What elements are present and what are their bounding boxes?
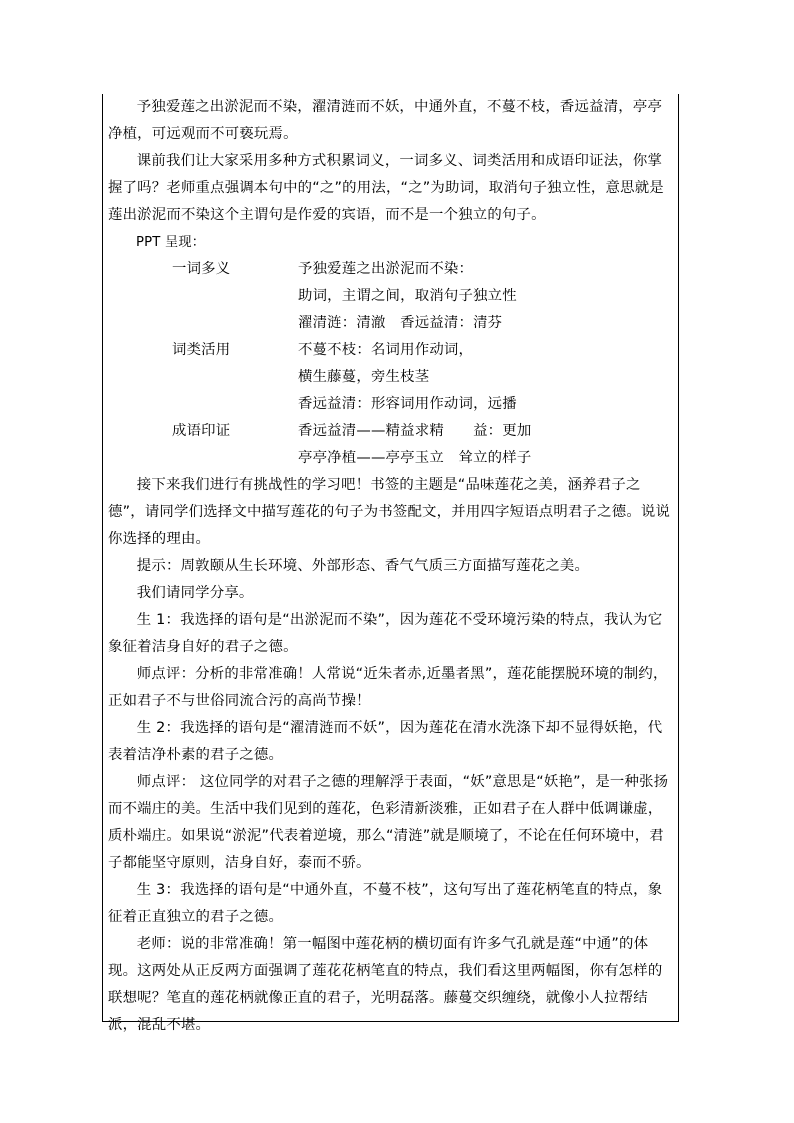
ppt-row [108,391,674,418]
ppt-row-label [108,364,298,391]
ppt-row-label [108,445,298,472]
paragraph-teacher-summary: 老师：说的非常准确！第一幅图中莲花柄的横切面有许多气孔就是莲“中通”的体现。这两处从正反两方面强调了莲花花柄笔直的特点，我们看这里两幅图，你有怎样的联想呢？笔直的莲花柄就像正直的君子，光明磊落。藤蔓交织缠绕，就像小人拉帮结派，混乱不堪。 [108,936,663,1033]
ppt-row-label: 词类活用 [172,342,231,358]
paragraph-teacher-comment-1: 师点评：分析的非常准确！人常说“近朱者赤,近墨者黑”，莲花能摆脱环境的制约，正如君子不与世俗同流合污的高尚节操！ [108,666,668,709]
ppt-row [108,256,674,283]
paragraph-vocab-intro: 课前我们让大家采用多种方式积累词义，一词多义、词类活用和成语印证法，你掌握了吗？老师重点强调本句中的“之”的用法，“之”为助词，取消句子独立性，意思就是莲出淤泥而不染这个主谓句是作爱的宾语，而不是一个独立的句子。 [108,153,664,223]
ppt-row-label: 成语印证 [172,423,231,439]
ppt-row-value: 濯清涟：清澈 香远益清：清芬 [298,315,503,331]
lesson-content [108,94,674,1039]
ppt-row [108,364,674,391]
ppt-row-value: 横生藤蔓，旁生枝茎 [298,369,430,385]
ppt-row-label [108,283,298,310]
ppt-row-value: 香远益清：形容词用作动词，远播 [298,396,517,412]
ppt-row-value: 亭亭净植——亭亭玉立 耸立的样子 [298,450,532,466]
paragraph-task: 接下来我们进行有挑战性的学习吧！书签的主题是“品味莲花之美，涵养君子之德”，请同学们选择文中描写莲花的句子为书签配文，并用四字短语点明君子之德。说说你选择的理由。 [108,477,671,547]
ppt-row-label: 一词多义 [172,261,231,277]
ppt-row-label [108,391,298,418]
paragraph-student-2: 生 2：我选择的语句是“濯清涟而不妖”，因为莲花在清水洗涤下却不显得妖艳，代表着洁净朴素的君子之德。 [108,720,663,763]
paragraph-teacher-comment-2: 师点评： 这位同学的对君子之德的理解浮于表面，“妖”意思是“妖艳”，是一种张扬而不端庄的美。生活中我们见到的莲花，色彩清新淡雅，正如君子在人群中低调谦虚，质朴端庄。如果说“淤泥”代表着逆境，那么“清涟”就是顺境了，不论在任何环境中，君子都能坚守原则，洁身自好，泰而不骄。 [108,774,669,871]
ppt-table [108,256,674,472]
ppt-row [108,337,674,364]
ppt-row [108,445,674,472]
ppt-row-value: 助词，主谓之间，取消句子独立性 [298,288,517,304]
ppt-row-label [108,310,298,337]
ppt-row-value: 香远益清——精益求精 益：更加 [298,423,532,439]
ppt-label: PPT 呈现： [136,235,206,250]
ppt-row-value: 予独爱莲之出淤泥而不染： [298,261,474,277]
ppt-row [108,418,674,445]
ppt-row-value: 不蔓不枝：名词用作动词， [298,342,474,358]
paragraph-hint: 提示：周敦颐从生长环境、外部形态、香气气质三方面描写莲花之美。 [136,558,590,574]
ppt-row [108,310,674,337]
paragraph-student-3: 生 3：我选择的语句是“中通外直，不蔓不枝”，这句写出了莲花柄笔直的特点，象征着正直独立的君子之德。 [108,882,663,925]
paragraph-share: 我们请同学分享。 [136,585,254,601]
ppt-row [108,283,674,310]
paragraph-quote: 予独爱莲之出淤泥而不染，濯清涟而不妖，中通外直，不蔓不枝，香远益清，亭亭净植，可远观而不可亵玩焉。 [108,99,663,142]
paragraph-student-1: 生 1：我选择的语句是“出淤泥而不染”，因为莲花不受环境污染的特点，我认为它象征着洁身自好的君子之德。 [108,612,663,655]
